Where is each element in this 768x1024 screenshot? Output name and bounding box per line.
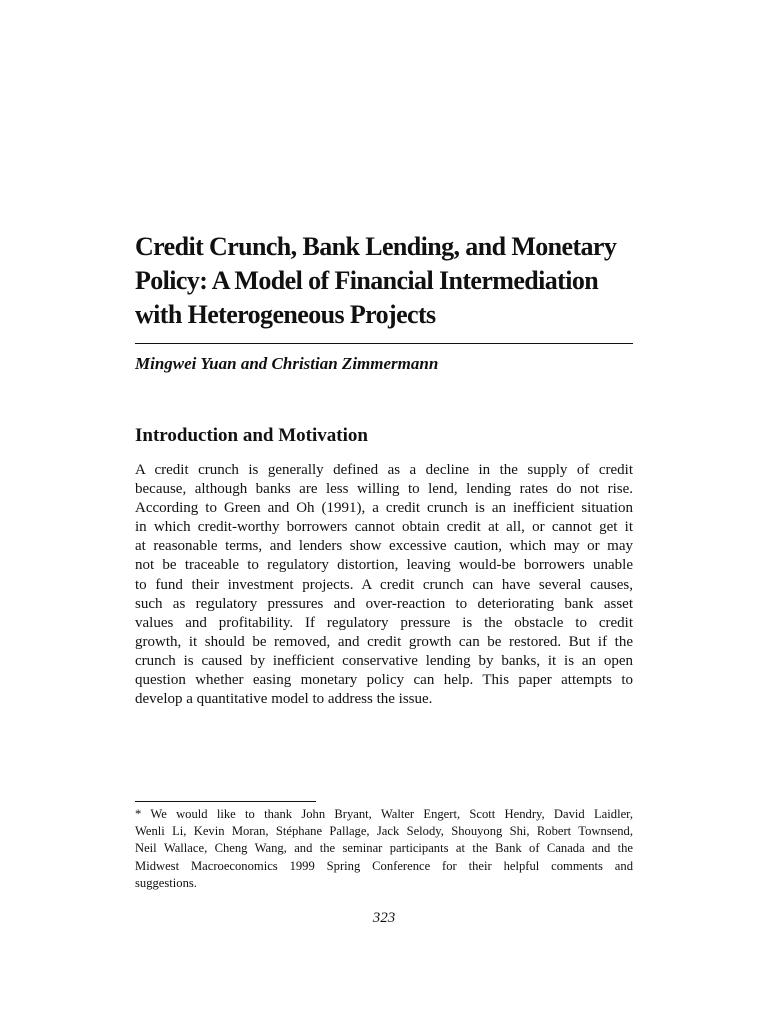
body-line: A credit crunch is generally defined as a decline in the supply of credit [135,462,633,478]
footnote-line: Wenli Li, Kevin Moran, Stéphane Pallage, Jack Selody, Shouyong Shi, Robert Townsend, [135,824,633,839]
footnote-divider [135,801,316,802]
body-line: not be traceable to regulatory distortion, leaving would-be borrowers unable [135,557,633,574]
page-number: 323 [372,910,396,926]
body-line: crunch is caused by inefficient conservative lending by banks, it is an open [135,652,633,669]
body-line: develop a quantitative model to address the issue. [135,691,433,708]
body-line: growth, it should be removed, and credit growth can be restored. But if the [135,633,633,650]
section-heading: Introduction and Motivation [135,425,368,446]
body-line: question whether easing monetary policy can help. This paper attempts to [135,672,633,689]
body-line: values and profitability. If regulatory pressure is the obstacle to credit [135,614,633,631]
footnote-line: Neil Wallace, Cheng Wang, and the seminar participants at the Bank of Canada and the [135,841,633,856]
title-line: Credit Crunch, Bank Lending, and Monetary [135,232,617,261]
footnote [135,806,633,892]
footnote-line: * We would like to thank John Bryant, Walter Engert, Scott Hendry, David Laidler, [135,807,633,821]
body-line: to fund their investment projects. A credit crunch can have several causes, [135,576,633,593]
title-line: with Heterogeneous Projects [135,300,436,329]
body-line: in which credit-worthy borrowers cannot obtain credit at all, or cannot get it [135,519,633,536]
title-divider [135,343,633,344]
author-line: Mingwei Yuan and Christian Zimmermann [135,354,439,373]
body-line: According to Green and Oh (1991), a credit crunch is an inefficient situation [135,500,633,517]
body-line: such as regulatory pressures and over-reaction to deteriorating bank asset [135,595,633,612]
body-paragraph [135,461,633,709]
body-line: because, although banks are less willing to lend, lending rates do not rise. [135,481,633,498]
body-line: at reasonable terms, and lenders show excessive caution, which may or may [135,538,633,555]
footnote-line: suggestions. [135,875,197,890]
paper-title [135,230,645,332]
footnote-line: Midwest Macroeconomics 1999 Spring Conference for their helpful comments and [135,858,633,873]
title-line: Policy: A Model of Financial Intermediation [135,266,599,295]
